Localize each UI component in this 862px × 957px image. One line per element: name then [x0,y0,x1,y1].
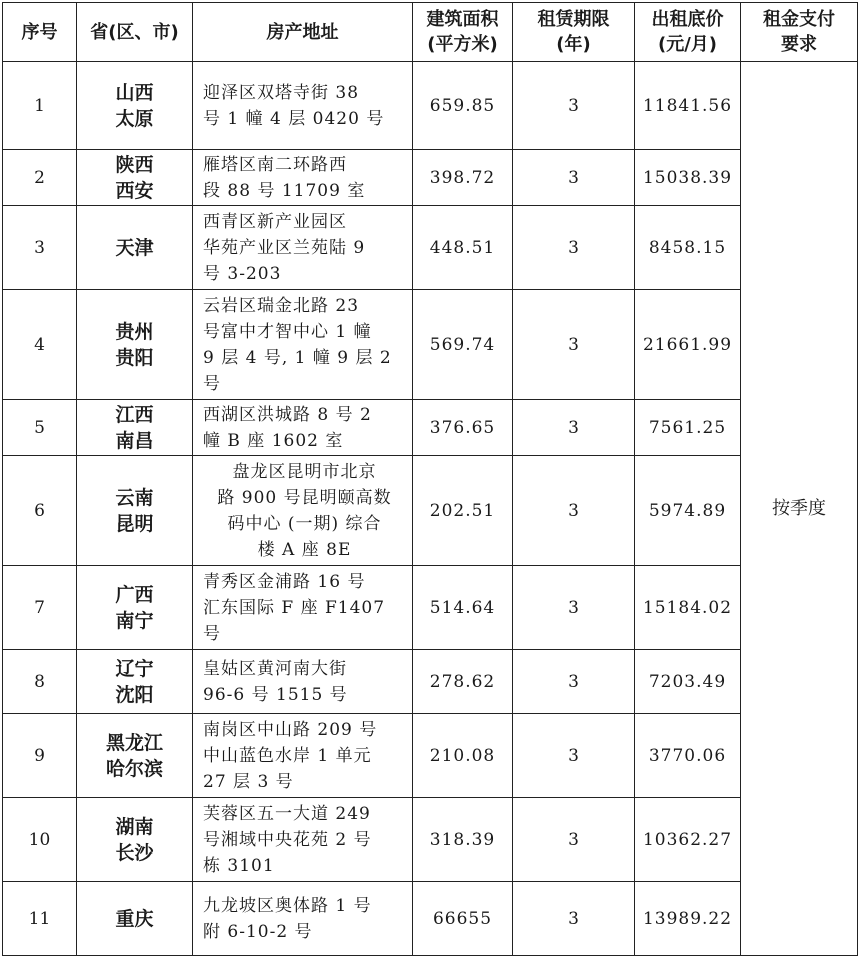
address-line: 附 6-10-2 号 [203,921,313,942]
cell-seq: 1 [3,62,77,150]
address-line: 路 900 号昆明颐高数 [217,487,392,508]
cell-term: 3 [513,650,635,714]
cell-area: 659.85 [413,62,513,150]
address-line: 迎泽区双塔寺街 38 [203,82,360,103]
header-payment-line2: 要求 [781,34,817,55]
table-row [3,150,858,206]
cell-seq: 3 [3,206,77,290]
city-line: 重庆 [115,907,154,930]
cell-city [77,290,193,400]
city-line: 天津 [115,236,154,259]
cell-seq: 7 [3,566,77,650]
address-line: 号 1 幢 4 层 0420 号 [203,108,385,129]
cell-city [77,650,193,714]
cell-seq: 4 [3,290,77,400]
table-row [3,566,858,650]
address-line: 27 层 3 号 [203,771,294,792]
table-row [3,456,858,566]
cell-seq: 10 [3,798,77,882]
cell-rent: 15038.39 [635,150,741,206]
cell-address [193,714,413,798]
header-seq: 序号 [3,3,77,62]
cell-seq: 8 [3,650,77,714]
city-line: 山西 [115,81,154,104]
header-area-line: 建筑面积 [426,9,499,30]
header-rent-unit: (元/月) [657,34,718,55]
address-line: 华苑产业区兰苑陆 9 [203,237,366,258]
cell-area: 448.51 [413,206,513,290]
cell-address [193,290,413,400]
cell-city [77,206,193,290]
header-rent [635,3,741,62]
header-row [3,3,858,62]
table-row [3,290,858,400]
rental-property-table [2,2,858,956]
cell-city [77,456,193,566]
cell-area: 66655 [413,882,513,956]
city-line: 贵州 [115,320,154,343]
cell-city [77,714,193,798]
cell-address [193,400,413,456]
cell-seq: 9 [3,714,77,798]
cell-address [193,798,413,882]
header-area-unit: (平方米) [427,34,498,55]
address-line: 九龙坡区奥体路 1 号 [203,895,372,916]
cell-city [77,566,193,650]
cell-city [77,798,193,882]
cell-rent: 7561.25 [635,400,741,456]
cell-city [77,150,193,206]
table-row [3,798,858,882]
header-term-unit: (年) [556,34,591,55]
cell-address [193,62,413,150]
cell-term: 3 [513,206,635,290]
table-row [3,400,858,456]
cell-seq: 5 [3,400,77,456]
cell-area: 202.51 [413,456,513,566]
address-line: 盘龙区昆明市北京 [232,461,377,482]
address-line: 西湖区洪城路 8 号 2 [203,404,372,425]
table-row [3,62,858,150]
cell-term: 3 [513,456,635,566]
city-line: 湖南 [115,815,154,838]
cell-term: 3 [513,62,635,150]
cell-area: 376.65 [413,400,513,456]
address-line: 南岗区中山路 209 号 [203,719,378,740]
header-term [513,3,635,62]
address-line: 青秀区金浦路 16 号 [203,571,366,592]
address-line: 号湘域中央花苑 2 号 [203,829,372,850]
city-line: 广西 [115,583,154,606]
city-line: 江西 [115,403,154,426]
cell-term: 3 [513,798,635,882]
address-line: 中山蓝色水岸 1 单元 [203,745,372,766]
cell-rent: 10362.27 [635,798,741,882]
header-payment-line: 租金支付 [763,9,835,30]
cell-rent: 13989.22 [635,882,741,956]
cell-term: 3 [513,150,635,206]
city-line: 陕西 [115,153,154,176]
header-term-line: 租赁期限 [537,9,610,30]
address-line: 段 88 号 11709 室 [203,180,366,201]
city-line: 云南 [115,486,154,509]
cell-address [193,456,413,566]
cell-area: 318.39 [413,798,513,882]
cell-term: 3 [513,566,635,650]
cell-rent: 11841.56 [635,62,741,150]
address-line: 芙蓉区五一大道 249 [203,803,371,824]
header-province: 省(区、市) [77,3,193,62]
address-line: 号 [203,373,221,394]
header-payment [741,3,858,62]
city-line: 黑龙江 [105,731,163,754]
header-area [413,3,513,62]
cell-rent: 15184.02 [635,566,741,650]
cell-payment-requirement: 按季度 [741,62,858,956]
address-line: 皇姑区黄河南大街 [203,658,347,679]
header-rent-line: 出租底价 [651,9,724,30]
cell-area: 569.74 [413,290,513,400]
cell-rent: 3770.06 [635,714,741,798]
city-line: 南昌 [115,429,154,452]
address-line: 96-6 号 1515 号 [203,684,348,705]
cell-area: 210.08 [413,714,513,798]
city-line: 长沙 [115,841,154,864]
cell-rent: 21661.99 [635,290,741,400]
city-line: 沈阳 [115,683,154,706]
table-body [3,62,858,956]
city-line: 哈尔滨 [105,757,163,780]
address-line: 码中心 (一期) 综合 [227,513,382,534]
city-line: 西安 [115,179,154,202]
cell-area: 278.62 [413,650,513,714]
cell-rent: 5974.89 [635,456,741,566]
address-line: 汇东国际 F 座 F1407 [203,597,386,618]
cell-address [193,566,413,650]
table-row [3,714,858,798]
cell-city [77,400,193,456]
table-row [3,882,858,956]
cell-rent: 7203.49 [635,650,741,714]
cell-city [77,882,193,956]
cell-seq: 11 [3,882,77,956]
address-line: 幢 B 座 1602 室 [203,430,344,451]
cell-term: 3 [513,400,635,456]
address-line: 楼 A 座 8E [257,539,352,560]
cell-term: 3 [513,290,635,400]
city-line: 辽宁 [115,657,154,680]
header-address: 房产地址 [193,3,413,62]
cell-rent: 8458.15 [635,206,741,290]
cell-address [193,882,413,956]
address-line: 雁塔区南二环路西 [203,154,347,175]
city-line: 昆明 [115,512,154,535]
address-line: 云岩区瑞金北路 23 [203,295,360,316]
table-row [3,650,858,714]
address-line: 号 3-203 [203,263,282,284]
cell-address [193,206,413,290]
cell-area: 514.64 [413,566,513,650]
table-row [3,206,858,290]
cell-term: 3 [513,882,635,956]
cell-area: 398.72 [413,150,513,206]
cell-address [193,650,413,714]
cell-city [77,62,193,150]
cell-seq: 2 [3,150,77,206]
city-line: 南宁 [115,609,154,632]
cell-term: 3 [513,714,635,798]
address-line: 栋 3101 [203,855,275,876]
cell-address [193,150,413,206]
address-line: 号 [203,623,221,644]
address-line: 号富中才智中心 1 幢 [203,321,372,342]
address-line: 西青区新产业园区 [203,211,347,232]
city-line: 贵阳 [115,346,154,369]
cell-seq: 6 [3,456,77,566]
address-line: 9 层 4 号, 1 幢 9 层 2 [203,347,392,368]
city-line: 太原 [115,107,154,130]
